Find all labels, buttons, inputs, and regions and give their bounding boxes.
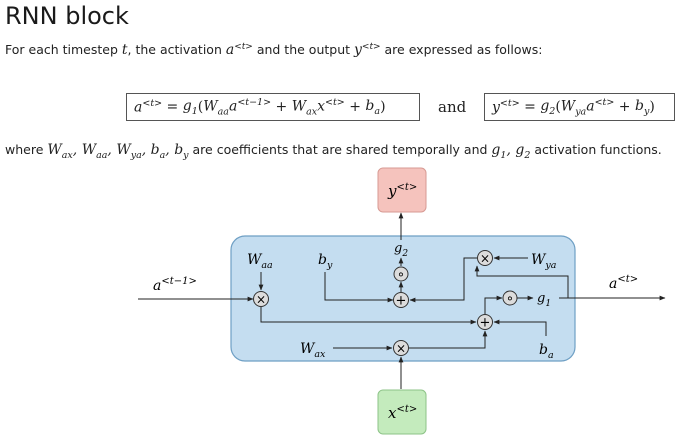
activation-equation: $a^{<t>}$ = $g_1$ ( $W_{aa}a^{<t-1>}$ + $W_{ax}x^{<t>}$ + $b_a$ ) bbox=[126, 93, 420, 121]
and-word: and bbox=[438, 98, 467, 116]
wya-label: $W_{ya}$ bbox=[531, 252, 557, 271]
waa-label: $W_{aa}$ bbox=[247, 252, 273, 271]
g1-label: $g_1$ bbox=[537, 291, 552, 309]
input-label: $x^{<t>}$ bbox=[388, 404, 418, 422]
wax-label: $W_{ax}$ bbox=[300, 341, 326, 360]
intro-text: For each timestep t, the activation $a^{<t>}$ and the output $y^{<t>}$ are expressed as follows: bbox=[5, 42, 543, 59]
where-text: where $W_{ax}$, $W_{aa}$, $W_{ya}$, $b_a$, $b_y$ are coefficients that are shared temporally and $g_1$, $g_2$ activation functions. bbox=[5, 142, 662, 161]
g2-label: $g_2$ bbox=[394, 241, 409, 259]
multiply-symbol-2: × bbox=[479, 251, 491, 266]
ba-label: $b_a$ bbox=[539, 342, 554, 361]
output-equation: $y^{<t>}$ = $g_2$ ( $W_{ya}a^{<t>}$ + $b_y$ ) bbox=[484, 93, 675, 121]
multiply-symbol-1: × bbox=[255, 292, 267, 307]
compose-symbol-2: ∘ bbox=[505, 291, 515, 307]
plus-symbol-1: + bbox=[395, 293, 407, 309]
by-label: $b_y$ bbox=[318, 252, 333, 271]
multiply-symbol-3: × bbox=[395, 341, 407, 356]
output-label: $y^{<t>}$ bbox=[388, 182, 418, 200]
page-title: RNN block bbox=[5, 2, 129, 30]
next-activation-label: $a^{<t>}$ bbox=[609, 274, 639, 292]
prev-activation-label: $a^{<t-1>}$ bbox=[153, 276, 197, 294]
compose-symbol-1: ∘ bbox=[396, 267, 406, 283]
plus-symbol-2: + bbox=[479, 315, 491, 331]
